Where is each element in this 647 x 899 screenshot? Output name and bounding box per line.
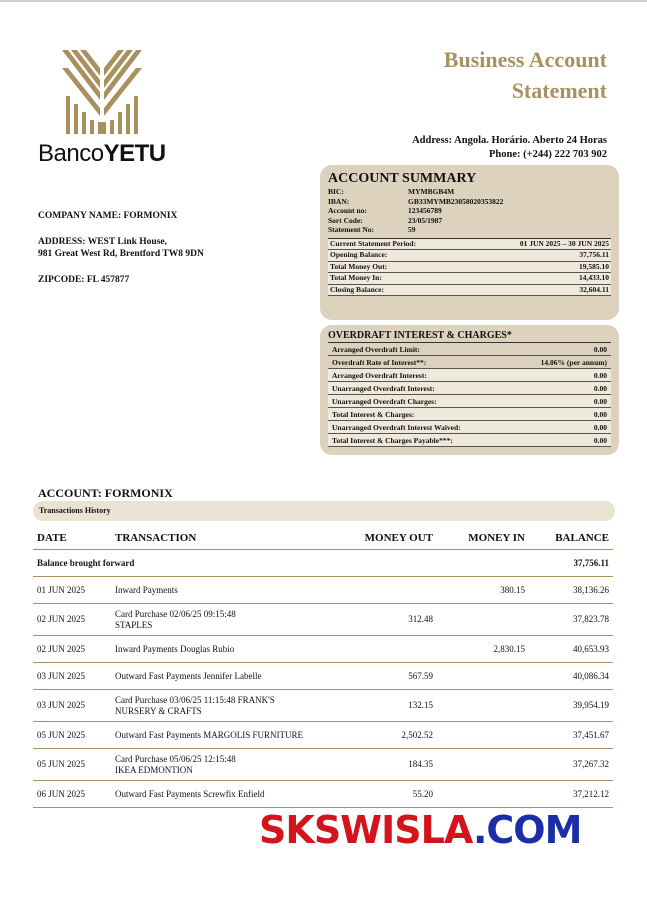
title-line-1: Business Account — [443, 47, 607, 72]
table-row: 01 JUN 2025 Inward Payments 380.15 38,136.26 — [33, 577, 613, 604]
account-summary-panel — [320, 165, 619, 320]
overdraft-row: Overdraft Rate of Interest**: 14.06% (per annum) — [328, 356, 611, 369]
bank-name — [38, 140, 166, 168]
bank-contact — [412, 134, 607, 162]
overdraft-row: Unarranged Overdraft Interest Waived: 0.00 — [328, 421, 611, 434]
account-details — [328, 187, 611, 235]
bank-logo-icon — [62, 48, 142, 134]
table-row: 03 JUN 2025 Card Purchase 03/06/25 11:15:48 FRANK'S NURSERY & CRAFTS 132.15 39,954.19 — [33, 690, 613, 722]
detail-iban: IBAN: GB33MYMB23058020353822 — [328, 196, 504, 206]
company-address-line-1: ADDRESS: WEST Link House, — [38, 237, 168, 247]
company-name: COMPANY NAME: FORMONIX — [38, 211, 178, 221]
summary-rows — [328, 238, 611, 297]
table-row: 05 JUN 2025 Outward Fast Payments MARGOLIS FURNITURE 2,502.52 37,451.67 — [33, 722, 613, 749]
overdraft-row: Arranged Overdraft Limit: 0.00 — [328, 343, 611, 356]
balance-brought-forward-row — [33, 550, 613, 577]
summary-row-closing: Closing Balance: 32,604.11 — [328, 285, 611, 297]
table-row: 03 JUN 2025 Outward Fast Payments Jennifer Labelle 567.59 40,086.34 — [33, 663, 613, 690]
table-row: 05 JUN 2025 Card Purchase 05/06/25 12:15:48 IKEA EDMONTION 184.35 37,267.32 — [33, 749, 613, 781]
summary-row-money-out: Total Money Out: 19,585.10 — [328, 262, 611, 274]
header-money-out: MONEY OUT — [343, 527, 437, 550]
header-transaction: TRANSACTION — [111, 527, 343, 550]
summary-row-money-in: Total Money In: 14,433.10 — [328, 273, 611, 285]
overdraft-heading: OVERDRAFT INTEREST & CHARGES* — [328, 329, 611, 343]
detail-account-no: Account no: 123456789 — [328, 206, 442, 215]
summary-row-opening: Opening Balance: 37,756.11 — [328, 250, 611, 262]
account-summary-heading: ACCOUNT SUMMARY — [328, 171, 477, 186]
watermark-blue: .COM — [472, 808, 582, 852]
transactions-table — [33, 527, 613, 808]
overdraft-row: Unarranged Overdraft Charges: 0.00 — [328, 395, 611, 408]
header-balance: BALANCE — [529, 527, 613, 550]
detail-statement-no: Statement No: 59 — [328, 225, 416, 234]
company-block — [38, 210, 204, 286]
company-zipcode: ZIPCODE: FL 457877 — [38, 275, 130, 285]
brought-forward-balance: 37,756.11 — [529, 550, 613, 577]
header-date: DATE — [33, 527, 111, 550]
bank-phone: Phone: (+244) 222 703 902 — [489, 149, 607, 160]
watermark — [259, 808, 581, 852]
detail-bic: BIC: MYMBGB4M — [328, 187, 455, 196]
table-row: 06 JUN 2025 Outward Fast Payments Screwfix Enfield 55.20 37,212.12 — [33, 781, 613, 808]
brought-forward-label: Balance brought forward — [33, 550, 529, 577]
title-line-2: Statement — [511, 78, 607, 103]
overdraft-row: Total Interest & Charges Payable***: 0.00 — [328, 434, 611, 447]
bank-name-light: Banco — [38, 140, 104, 167]
header-money-in: MONEY IN — [437, 527, 529, 550]
table-row: 02 JUN 2025 Card Purchase 02/06/25 09:15:48 STAPLES 312.48 37,823.78 — [33, 604, 613, 636]
watermark-red: SKSWISLA — [259, 808, 473, 852]
overdraft-row: Unarranged Overdraft Interest: 0.00 — [328, 382, 611, 395]
summary-row-period: Current Statement Period: 01 JUN 2025 – 30 JUN 2025 — [328, 239, 611, 251]
company-address-line-2: 981 Great West Rd, Brentford TW8 9DN — [38, 249, 204, 259]
bank-name-bold: YETU — [103, 140, 166, 167]
transactions-history-bar: Transactions History — [33, 501, 615, 521]
bank-address: Address: Angola. Horário. Aberto 24 Horas — [412, 135, 607, 146]
overdraft-row: Arranged Overdraft Interest: 0.00 — [328, 369, 611, 382]
account-title: ACCOUNT: FORMONIX — [38, 486, 173, 500]
statement-title — [444, 44, 607, 106]
top-divider — [0, 0, 647, 2]
table-row: 02 JUN 2025 Inward Payments Douglas Rubio 2,830.15 40,653.93 — [33, 636, 613, 663]
table-header-row — [33, 527, 613, 550]
detail-sort-code: Sort Code: 23/05/1987 — [328, 215, 443, 225]
overdraft-panel — [320, 325, 619, 455]
overdraft-row: Total Interest & Charges: 0.00 — [328, 408, 611, 421]
